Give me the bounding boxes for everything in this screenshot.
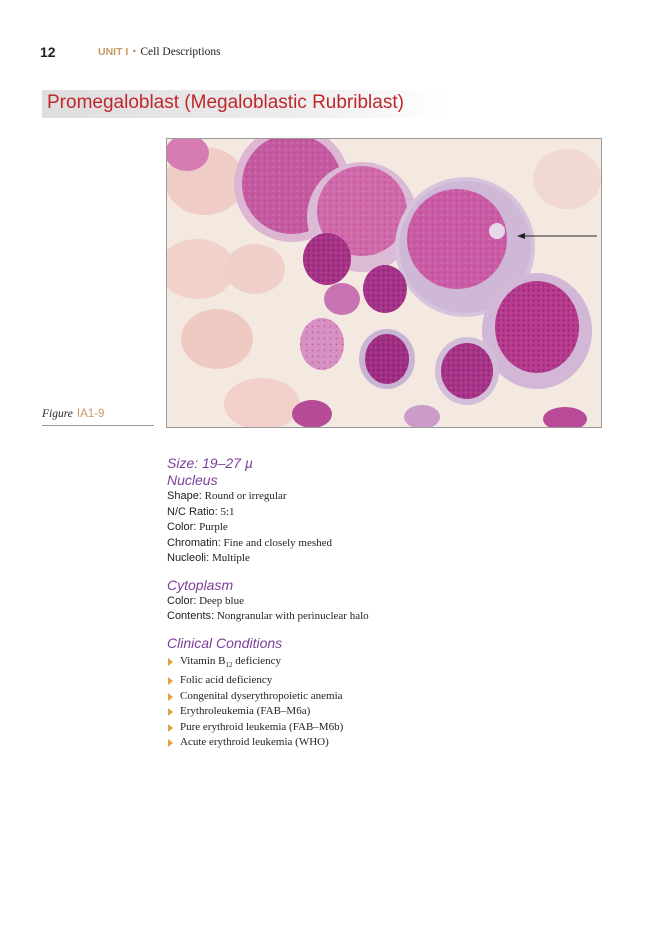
list-item: Acute erythroid leukemia (WHO) <box>167 735 607 751</box>
nucleus-row <box>167 489 607 505</box>
nucleus-row <box>167 536 607 552</box>
row-value: Nongranular with perinuclear halo <box>216 610 369 622</box>
row-value: Fine and closely meshed <box>223 536 332 549</box>
section-label: Cell Descriptions <box>140 46 221 58</box>
unit-label: UNIT I <box>98 46 129 58</box>
triangle-bullet-icon <box>168 724 173 732</box>
row-label: Nucleoli: <box>167 552 210 564</box>
page-number: 12 <box>40 44 56 60</box>
description-content <box>167 455 607 751</box>
running-head <box>98 46 221 58</box>
list-item: Erythroleukemia (FAB–M6a) <box>167 704 607 720</box>
size-value: 19–27 µ <box>202 455 253 471</box>
list-item: Vitamin $B_{12}$ deficiency <box>167 654 607 674</box>
cytoplasm-row <box>167 594 607 610</box>
list-item: Folic acid deficiency <box>167 673 607 689</box>
row-label: Contents: <box>167 610 215 622</box>
row-value: Round or irregular <box>204 490 287 502</box>
row-label: Chromatin: <box>167 536 221 549</box>
figure-rule <box>42 425 154 426</box>
row-value: Purple <box>199 521 228 533</box>
size-heading <box>167 455 607 472</box>
row-value: Deep blue <box>199 594 244 607</box>
nucleus-row <box>167 551 607 567</box>
page-title: Promegaloblast (Megaloblastic Rubriblast) <box>47 92 404 113</box>
figure-number: IA1-9 <box>76 408 105 420</box>
micrograph-image <box>166 138 602 428</box>
row-value: Multiple <box>211 552 250 564</box>
nucleus-heading: Nucleus <box>167 472 218 488</box>
figure-caption <box>42 408 104 420</box>
cytoplasm-heading: Cytoplasm <box>167 576 234 593</box>
row-label: N/C Ratio: <box>167 505 218 518</box>
row-label: Color: <box>167 594 197 607</box>
nucleus-section <box>167 489 607 567</box>
cytoplasm-row <box>167 609 607 625</box>
figure-word: Figure <box>42 408 73 420</box>
triangle-bullet-icon <box>168 708 173 716</box>
row-label: Color: <box>167 521 197 533</box>
triangle-bullet-icon <box>168 658 173 666</box>
row-value: 5:1 <box>220 505 235 518</box>
triangle-bullet-icon <box>168 677 173 685</box>
clinical-list <box>167 654 607 751</box>
size-label: Size: <box>167 455 203 471</box>
clinical-heading: Clinical Conditions <box>167 634 283 651</box>
triangle-bullet-icon <box>168 739 173 747</box>
nucleus-row <box>167 505 607 521</box>
separator-bullet: • <box>132 46 137 58</box>
row-label: Shape: <box>167 490 202 502</box>
list-item: Pure erythroid leukemia (FAB–M6b) <box>167 720 607 736</box>
triangle-bullet-icon <box>168 693 173 701</box>
list-item: Congenital dyserythropoietic anemia <box>167 689 607 705</box>
cytoplasm-section <box>167 594 607 625</box>
nucleus-row <box>167 520 607 536</box>
